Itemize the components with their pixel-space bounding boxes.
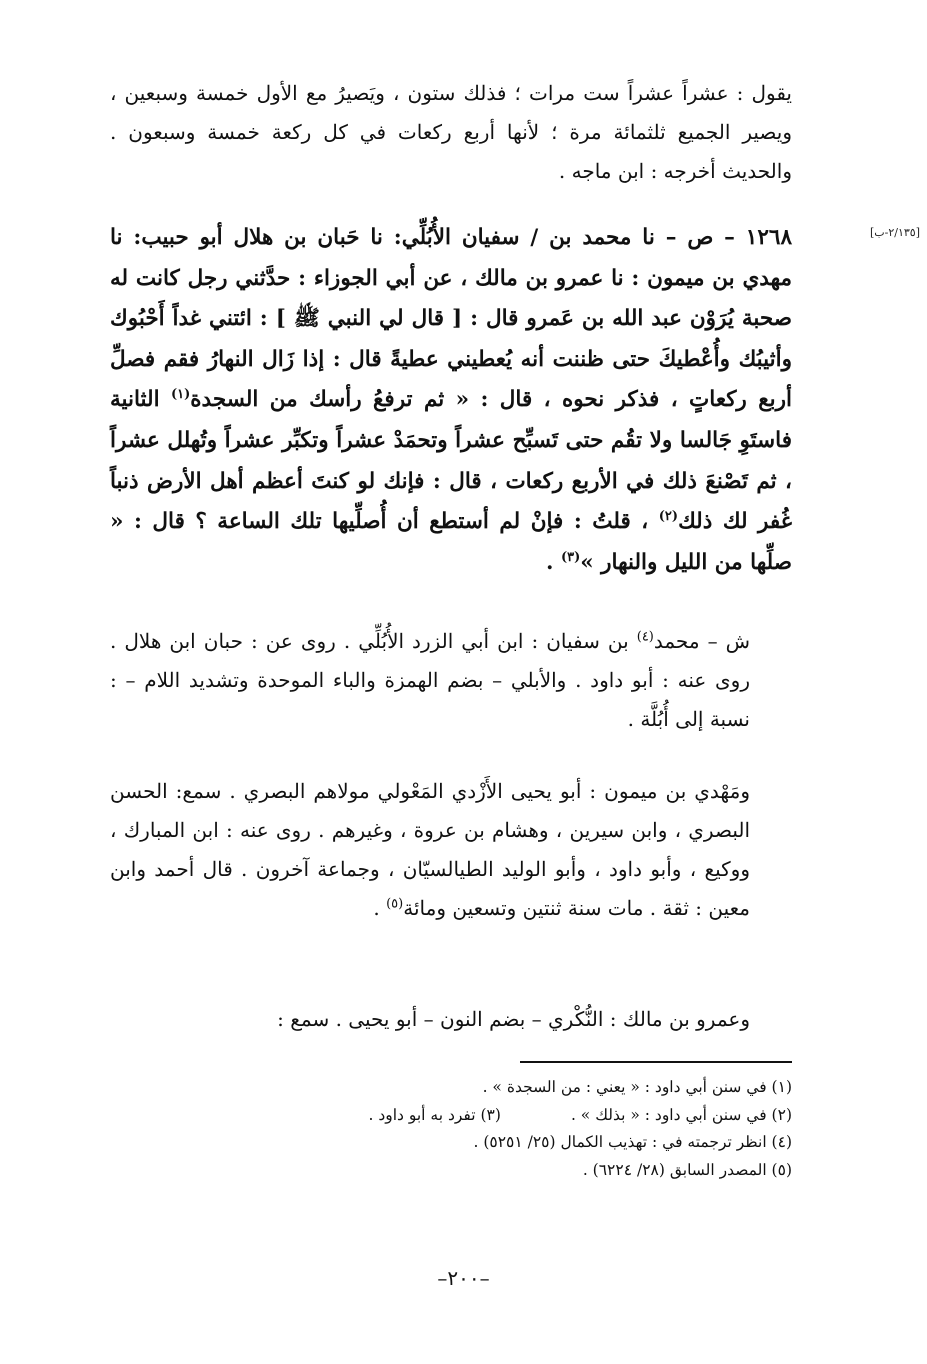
footnote-2: (٢) في سنن أبي داود : « بذلك » . <box>570 1105 792 1124</box>
hadith-part-2: الثانية فاستَوِ جَالسا ولا تقُم حتى تَسبِّح عشراً وتحمَدْ عشراً وتكبِّر عشراً وتُهلل عشراً ، ثم تَصْنعَ ذلك في الأربع ركعات ، قال : فإنك لو كنتَ أعظم أهل الأرض ذنباً غُفر لك ذلك <box>110 387 792 535</box>
commentary-paragraph-1 <box>110 622 792 739</box>
hadith-part-3: ، قلتُ : فإنْ لم أستطع أن أُصلِّيها تلك الساعة ؟ قال : « صلِّها من الليل والنهار » <box>110 509 792 575</box>
commentary-2-part-2: . <box>373 896 387 920</box>
footnote-divider <box>520 1061 792 1063</box>
commentary-2-text <box>110 772 792 928</box>
commentary-1-part-2: بن سفيان : ابن أبي الزرد الأُبُلِّي . روى عن : حبان ابن هلال . روى عنه : أبو داود . والأبلي – بضم الهمزة والباء الموحدة وتشديد اللام – : نسبة إلى أُبُلَّة . <box>110 629 750 731</box>
footnote-row-2-3 <box>110 1102 792 1130</box>
hadith-part-1: ١٢٦٨ – ص – نا محمد بن / سفيان الأُبُلِّي: نا حَبان بن هلال أبو حبيب: نا مهدي بن ميمون : نا عمرو بن مالك ، عن أبي الجوزاء : حدَّثني رجل كانت له صحبة يُرَوْن عبد الله بن عَمرو قال : [ قال لي النبي ﷺ ] : ائتني غداً أَحْبُوك وأثيبُك وأُعْطيكَ حتى ظننت أنه يُعطيني عطيةً قال : إذا زَال النهارُ فقم فصلِّ أربع ركعاتٍ ، فذكر نحوه ، قال : « ثم ترفعُ رأسك من السجدة <box>110 225 792 413</box>
footnotes <box>110 1074 792 1184</box>
footnote-5: (٥) المصدر السابق (٢٨/ ٦٢٢٤) . <box>582 1160 792 1179</box>
hadith-paragraph <box>110 218 792 583</box>
footnote-marker-1: (١) <box>170 387 191 403</box>
page-number: –٢٠٠– <box>437 1266 490 1290</box>
commentary-paragraph-3 <box>110 1000 792 1039</box>
footnote-marker-2: (٢) <box>658 509 679 524</box>
intro-paragraph <box>110 74 792 191</box>
footnote-3: (٣) تفرد به أبو داود . <box>368 1105 501 1124</box>
footnote-marker-5: (٥) <box>386 896 404 912</box>
commentary-1-part-1: ش – محمد <box>653 629 750 653</box>
footnote-marker-3: (٣) <box>560 549 581 565</box>
commentary-1-text <box>110 622 792 739</box>
margin-reference: [٢/١٣٥-ب] <box>869 226 920 239</box>
intro-text: يقول : عشراً عشراً ست مرات ؛ فذلك ستون ، ويَصيرُ مع الأول خمسة وسبعين ، ويصير الجميع ثلثمائة مرة ؛ لأنها أربع ركعات في كل ركعة خمسة وسبعون . والحديث أخرجه : ابن ماجه . <box>110 81 792 183</box>
commentary-3-text: وعمرو بن مالك : النُّكْري – بضم النون – أبو يحيى . سمع : <box>277 1007 750 1031</box>
hadith-part-4: . <box>545 549 561 575</box>
footnote-1: (١) في سنن أبي داود : « يعني : من السجدة » . <box>482 1078 792 1096</box>
footnote-marker-4: (٤) <box>636 629 654 645</box>
hadith-text <box>110 218 792 583</box>
footnote-4: (٤) انظر ترجمته في : تهذيب الكمال (٢٥/ ٥٢٥١) . <box>473 1133 792 1151</box>
commentary-2-part-1: ومَهْدي بن ميمون : أبو يحيى الأَزْدي المَعْولي مولاهم البصري . سمع: الحسن البصري ، وابن سيرين ، وهشام بن عروة ، وغيرهم . روى عنه : ابن المبارك ، ووكيع ، وأبو داود ، وأبو الوليد الطيالسيّان ، وجماعة آخرون . قال أحمد وابن معين : ثقة . مات سنة ثنتين وتسعين ومائة <box>110 779 750 920</box>
commentary-paragraph-2 <box>110 772 792 928</box>
